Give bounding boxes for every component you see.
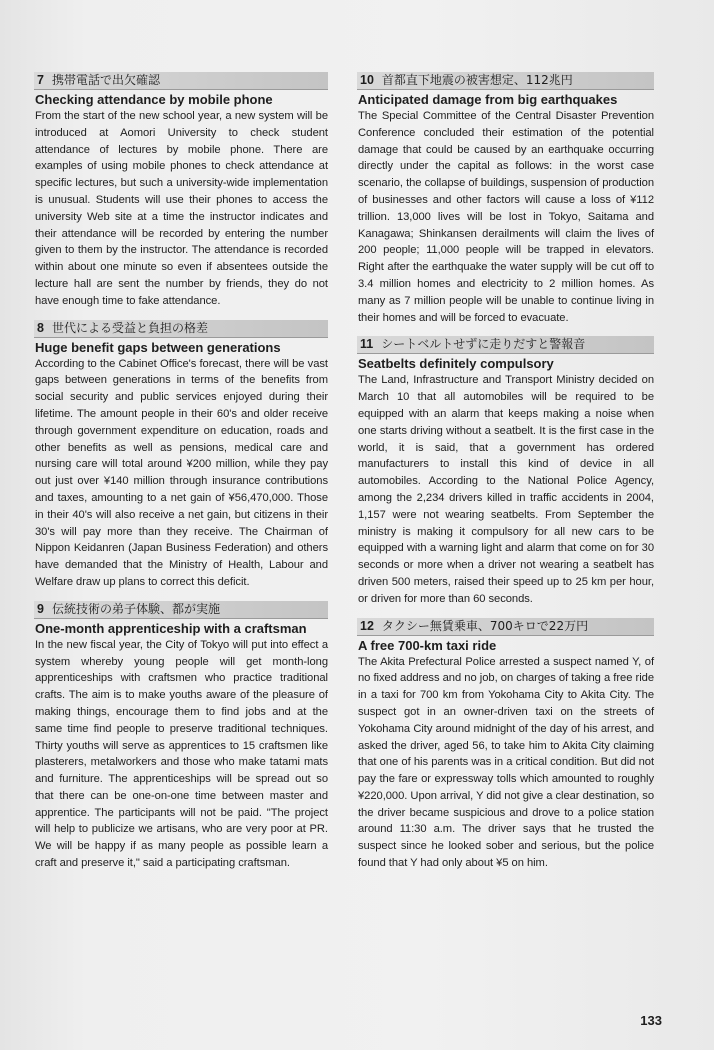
article-7 bbox=[34, 72, 328, 310]
article-title: A free 700-km taxi ride bbox=[358, 637, 497, 653]
article-japanese-heading: 携帯電話で出欠確認 bbox=[51, 73, 160, 87]
article-body: From the start of the new school year, a new system will be introduced at Aomori University to check student attendance of lectures by mobile phone. There are examples of using mobile phones to check attendance at specific lectures, but such a university-wide implementation is unusual. Students will use their phones to access the university Web site at a time the instructor indicates and their attendance will be recorded by entering the number given to them by the instructor. The attendance is recorded within about one minute so even if absentees outside the lecture hall are sent the number by friends, they do not have enough time to fake attendance. bbox=[35, 110, 328, 307]
article-number: 8 bbox=[37, 320, 44, 335]
article-japanese-heading: シートベルトせずに走りだすと警報音 bbox=[381, 337, 586, 352]
article-number: 11 bbox=[360, 337, 374, 352]
article-body: The Land, Infrastructure and Transport Ministry decided on March 10 that all automobiles will be required to be equipped with an alarm that keeps making a noise when one starts driving without a seatbelt. It is the first case in the world, it is said, that a government has ordered manufacturers to install this kind of device in all automobiles. According to the National Police Agency, among the 2,234 drivers killed in traffic accidents in 2004, 1,157 were not wearing seatbelts. From September the ministry is making it compulsory for all new cars to be equipped with a warning light and alarm that come on for 30 seconds or more when a driver not wearing a seatbelt has driven 500 meters, raised their speed up to 25 km per hour, or driven for more than 60 seconds. bbox=[358, 374, 654, 605]
left-column bbox=[34, 72, 328, 882]
article-title: Anticipated damage from big earthquakes bbox=[358, 92, 618, 107]
article-9 bbox=[34, 601, 328, 872]
page-number: 133 bbox=[640, 1013, 662, 1028]
article-10 bbox=[357, 72, 654, 326]
article-title: One-month apprenticeship with a craftsman bbox=[35, 620, 307, 636]
article-japanese-heading: 世代による受益と負担の格差 bbox=[51, 320, 208, 335]
article-header-bar bbox=[357, 336, 654, 354]
article-body: According to the Cabinet Office's forecast, there will be vast gaps between generations in terms of the benefits from social security and public services enjoyed during their lifetime. The amount people in their 60's and older receive through government expenditure on education, roads and other benefits as well as pensions, medical care and nursing care will total around ¥200 million, while they pay out just over ¥140 million through insurance contributions and taxes, amounting to a net gain of ¥56,470,000. Those in their 40's will also receive a net gain, but citizens in their 30's will pay more than they receive. The Chairman of Nippon Keidanren (Japan Business Federation) and others have demanded that the Ministry of Health, Labour and Welfare draw up plans to correct this deficit. bbox=[35, 357, 328, 588]
article-japanese-heading: 伝統技術の弟子体験、都が実施 bbox=[51, 601, 220, 616]
article-title: Huge benefit gaps between generations bbox=[35, 339, 281, 355]
article-header-bar bbox=[34, 72, 328, 90]
article-number: 9 bbox=[37, 601, 44, 616]
article-header-bar bbox=[34, 320, 328, 338]
article-header-bar bbox=[34, 601, 328, 619]
article-number: 12 bbox=[360, 618, 374, 633]
article-title: Checking attendance by mobile phone bbox=[35, 92, 273, 107]
article-8 bbox=[34, 320, 328, 591]
article-header-bar bbox=[357, 618, 654, 636]
article-japanese-heading: タクシー無賃乗車、700キロで22万円 bbox=[381, 618, 589, 633]
article-12 bbox=[357, 618, 654, 872]
article-body: The Special Committee of the Central Disaster Prevention Conference concluded their estimation of the potential damage that could be caused by an earthquake occurring directly under the capital as follows: in the worst case scenario, the collapse of buildings, suspension of production of businesses and other factors will cause a loss of ¥112 trillion. 13,000 lives will be lost in Tokyo, Saitama and Kanagawa; Shinkansen derailments will claim the lives of 200 people; 11,000 people will be trapped in elevators. Right after the earthquake the water supply will be cut off to 3.4 million homes and electricity to 2 million homes. As many as 7 million people will be unable to continue living in their homes and will be forced to evacuate. bbox=[358, 110, 654, 324]
article-body: In the new fiscal year, the City of Tokyo will put into effect a system whereby young people will get month-long apprenticeships with craftsmen who practice traditional crafts. The aim is to make youths aware of the pleasure of making things, encourage them to find jobs and at the same time find people to preserve traditional techniques. Thirty youths will serve as apprentices to 15 craftsmen like plasterers, metalworkers and those who make tatami mats and furniture. The apprenticeships will be spread out so that there can be one-on-one time between master and apprentice. The participants will not be paid. "The project will help to publicize we artisans, who are very poor at PR. We will be happy if as many people as possible learn a craft and preserve it," said a participating craftsman. bbox=[35, 638, 328, 870]
article-number: 10 bbox=[360, 73, 374, 87]
article-body: The Akita Prefectural Police arrested a suspect named Y, of no fixed address and no job, on charges of taking a free ride in a taxi for 700 km from Yokohama City to Akita City. The suspect got in an owner-driven taxi on the streets of Yokohama City around midnight of the day of his arrest, and asked the driver, aged 56, to take him to Akita City claiming that one of his parents was in a critical condition. But did not pay the fare or expressway tolls which amounted to roughly ¥220,000. Upon arrival, Y did not give a clear destination, so the driver became suspicious and drove to a police station around 11:30 a.m. The driver says that he trusted the suspect since he looked sober and serious, but the police found that Y had only about ¥5 on him. bbox=[358, 655, 654, 870]
right-column bbox=[357, 72, 654, 882]
article-japanese-heading: 首都直下地震の被害想定、112兆円 bbox=[381, 73, 573, 87]
article-11 bbox=[357, 336, 654, 607]
article-number: 7 bbox=[37, 73, 44, 87]
article-header-bar bbox=[357, 72, 654, 90]
article-title: Seatbelts definitely compulsory bbox=[358, 356, 554, 372]
